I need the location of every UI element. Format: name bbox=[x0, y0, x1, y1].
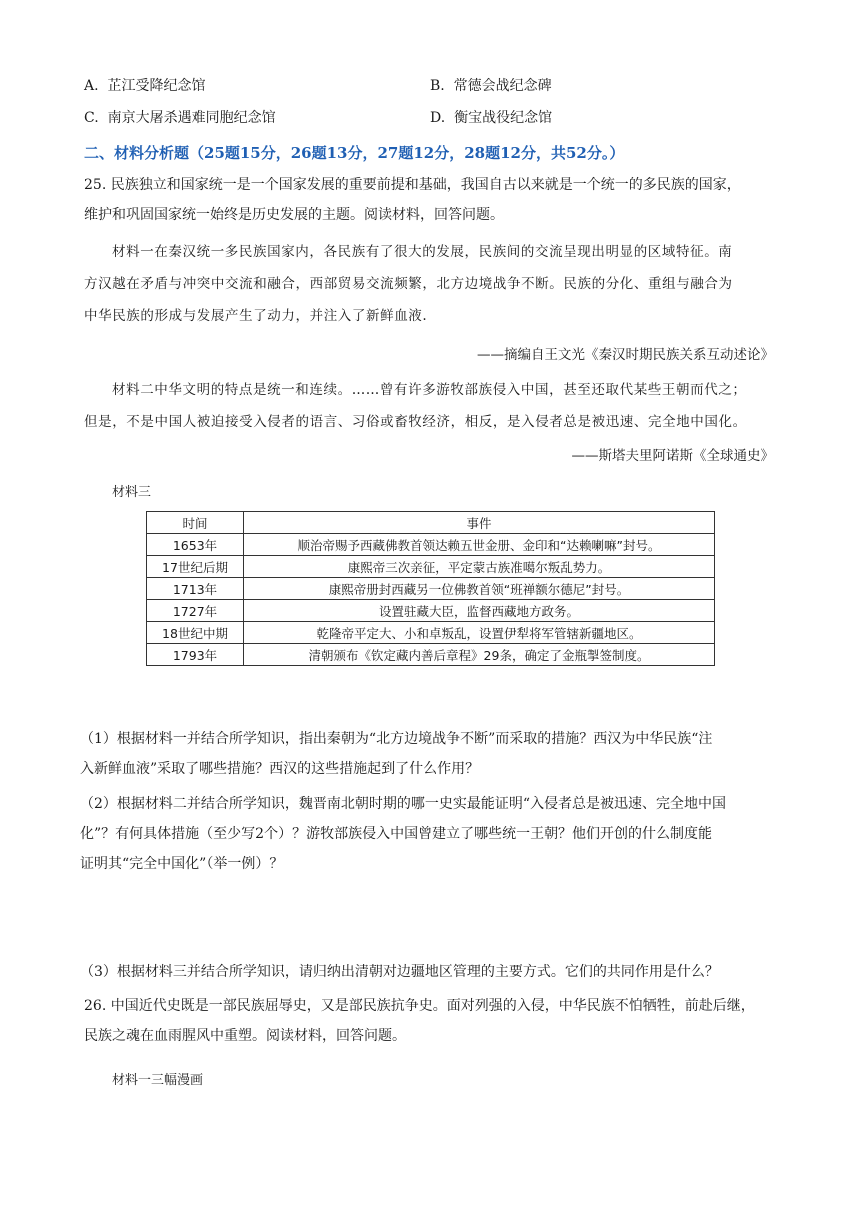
table-row bbox=[147, 622, 715, 644]
material-2-line: 但是，不是中国人被迫接受入侵者的语言、习俗或畜牧经济，相反，是入侵者总是被迅速、完全地中国化。 bbox=[84, 414, 747, 430]
question-line: （1）根据材料一并结合所学知识，指出秦朝为“北方边境战争不断”而采取的措施？西汉为中华民族“注 bbox=[80, 731, 713, 747]
table-cell-time: 18世纪中期 bbox=[147, 622, 244, 644]
q25-intro-line: 25. 民族独立和国家统一是一个国家发展的重要前提和基础，我国自古以来就是一个统一的多民族的国家， bbox=[84, 177, 741, 193]
option-d bbox=[430, 107, 552, 127]
q25-intro-line: 维护和巩固国家统一始终是历史发展的主题。阅读材料，回答问题。 bbox=[84, 207, 504, 223]
option-b bbox=[430, 75, 552, 95]
option-letter: B. bbox=[430, 78, 445, 94]
table-cell-event: 顺治帝赐予西藏佛教首领达赖五世金册、金印和“达赖喇嘛”封号。 bbox=[244, 534, 715, 556]
table-cell-time: 1793年 bbox=[147, 644, 244, 666]
option-letter: D. bbox=[430, 110, 446, 126]
material-2-source: ——斯塔夫里阿诺斯《全球通史》 bbox=[571, 448, 774, 464]
table-cell-time: 1727年 bbox=[147, 600, 244, 622]
table-row bbox=[147, 600, 715, 622]
material-1-line: 中华民族的形成与发展产生了动力，并注入了新鲜血液. bbox=[84, 308, 428, 324]
material-3-label: 材料三 bbox=[112, 485, 152, 500]
question-line: 入新鲜血液”采取了哪些措施？西汉的这些措施起到了什么作用？ bbox=[80, 761, 480, 777]
q26-intro bbox=[84, 991, 755, 1051]
option-text: 芷江受降纪念馆 bbox=[107, 78, 206, 94]
q26-intro-line: 26. 中国近代史既是一部民族屈辱史，又是部民族抗争史。面对列强的入侵，中华民族不怕牺牲，前赴后继， bbox=[84, 998, 755, 1014]
material-1-line: 材料一在秦汉统一多民族国家内，各民族有了很大的发展，民族间的交流呈现出明显的区域特征。南 bbox=[112, 244, 733, 260]
q26-material-1-label: 材料一三幅漫画 bbox=[112, 1073, 204, 1088]
q25-intro bbox=[84, 170, 741, 230]
question-1 bbox=[80, 724, 712, 784]
question-3: （3）根据材料三并结合所学知识，请归纳出清朝对边疆地区管理的主要方式。它们的共同作用是什么？ bbox=[80, 964, 719, 980]
material-1 bbox=[84, 236, 733, 332]
table-cell-time: 1713年 bbox=[147, 578, 244, 600]
table-cell-event: 康熙帝三次亲征，平定蒙古族准噶尔叛乱势力。 bbox=[244, 556, 715, 578]
events-table bbox=[146, 511, 715, 666]
table-row bbox=[147, 578, 715, 600]
table-row bbox=[147, 644, 715, 666]
material-2 bbox=[84, 374, 747, 438]
q26-intro-line: 民族之魂在血雨腥风中重塑。阅读材料，回答问题。 bbox=[84, 1028, 406, 1044]
option-letter: C. bbox=[84, 110, 99, 126]
option-a bbox=[84, 75, 205, 95]
material-2-line: 材料二中华文明的特点是统一和连续。……曾有许多游牧部族侵入中国，甚至还取代某些王朝而代之； bbox=[112, 382, 747, 398]
option-c bbox=[84, 107, 276, 127]
table-cell-event: 康熙帝册封西藏另一位佛教首领“班禅额尔德尼”封号。 bbox=[244, 578, 715, 600]
material-1-source: ——摘编自王文光《秦汉时期民族关系互动述论》 bbox=[477, 347, 774, 363]
section-heading: 二、材料分析题（25题15分，26题13分，27题12分，28题12分，共52分。） bbox=[84, 144, 625, 162]
question-2 bbox=[80, 789, 726, 879]
option-text: 南京大屠杀遇难同胞纪念馆 bbox=[107, 110, 276, 126]
table-header-time: 时间 bbox=[147, 512, 244, 534]
table-row bbox=[147, 534, 715, 556]
table-cell-time: 1653年 bbox=[147, 534, 244, 556]
question-line: （2）根据材料二并结合所学知识，魏晋南北朝时期的哪一史实最能证明“入侵者总是被迅速、完全地中国 bbox=[80, 796, 727, 812]
option-text: 衡宝战役纪念馆 bbox=[454, 110, 553, 126]
material-1-line: 方汉越在矛盾与冲突中交流和融合，西部贸易交流频繁，北方边境战争不断。民族的分化、重组与融合为 bbox=[84, 276, 733, 292]
question-line: 化”？有何具体措施（至少写2个）？游牧部族侵入中国曾建立了哪些统一王朝？他们开创的什么制度能 bbox=[80, 826, 713, 842]
question-line: 证明其“完全中国化”（举一例）？ bbox=[80, 856, 284, 872]
option-text: 常德会战纪念碑 bbox=[453, 78, 552, 94]
table-header-row bbox=[147, 512, 715, 534]
table-cell-event: 乾隆帝平定大、小和卓叛乱，设置伊犁将军管辖新疆地区。 bbox=[244, 622, 715, 644]
table-cell-event: 清朝颁布《钦定藏内善后章程》29条，确定了金瓶掣签制度。 bbox=[244, 644, 715, 666]
table-cell-time: 17世纪后期 bbox=[147, 556, 244, 578]
option-letter: A. bbox=[84, 78, 99, 94]
table-header-event: 事件 bbox=[244, 512, 715, 534]
table-row bbox=[147, 556, 715, 578]
table-cell-event: 设置驻藏大臣，监督西藏地方政务。 bbox=[244, 600, 715, 622]
